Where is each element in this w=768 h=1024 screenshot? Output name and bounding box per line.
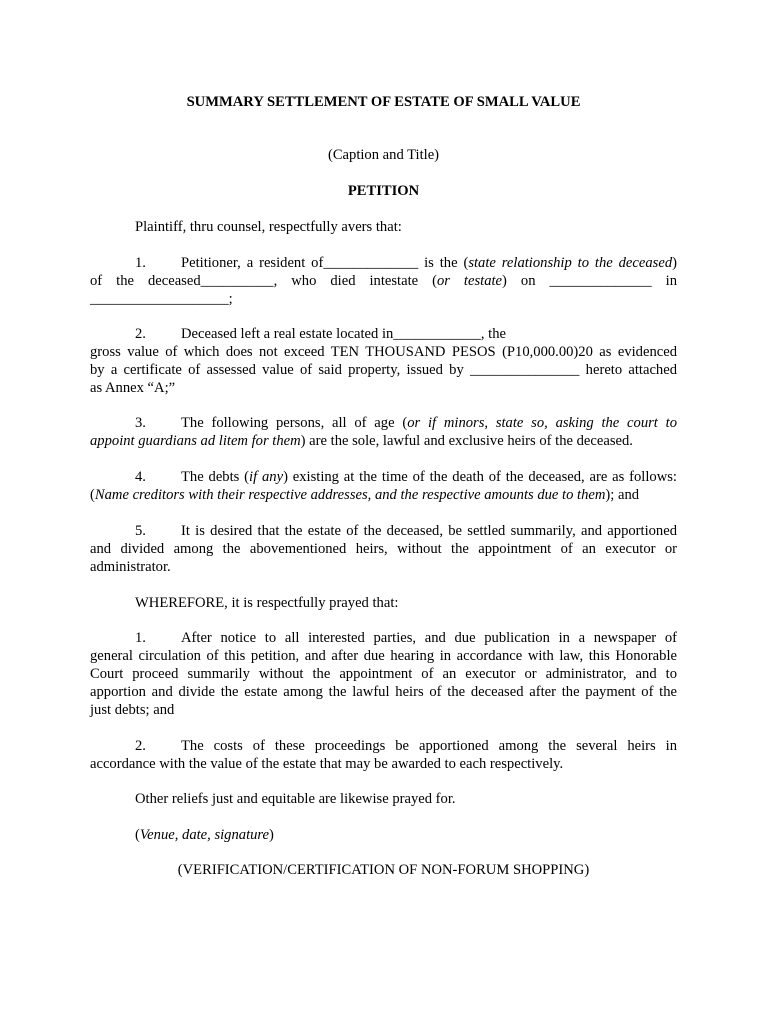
caption-placeholder: (Caption and Title): [327, 147, 440, 163]
para2-line3: by a certificate of assessed value of said property, issued by _______________ hereto attached: [90, 362, 677, 378]
prayer2-number: 2.: [135, 738, 146, 754]
prayer2-line2: accordance with the value of the estate that may be awarded to each respectively.: [90, 756, 564, 772]
para5-line1: 5. It is desired that the estate of the deceased, be settled summarily, and apportioned: [135, 523, 677, 539]
venue-date-signature: (Venue, date, signature): [135, 827, 274, 843]
para4-line1: 4. The debts (if any) existing at the time of the death of the deceased, are as follows:: [135, 469, 677, 485]
para3-line1: 3. The following persons, all of age (or if minors, state so, asking the court to: [135, 415, 677, 431]
prayer1-line1: 1. After notice to all interested parties, and due publication in a newspaper of: [135, 630, 677, 646]
para1-number: 1.: [135, 255, 146, 271]
para5-line3: administrator.: [90, 559, 171, 575]
para4-line2: (Name creditors with their respective addresses, and the respective amounts due to them); and: [90, 487, 640, 503]
prayer1-line3: Court proceed summarily without the appointment of an executor or administrator, and to: [90, 666, 677, 682]
petition-heading: PETITION: [347, 183, 420, 199]
para3-number: 3.: [135, 415, 146, 431]
para1-line3: ___________________;: [90, 291, 233, 307]
prayer2-line1: 2. The costs of these proceedings be apportioned among the several heirs in: [135, 738, 677, 754]
prayer1-line5: just debts; and: [90, 702, 175, 718]
para3-line2: appoint guardians ad litem for them) are the sole, lawful and exclusive heirs of the deceased.: [90, 433, 633, 449]
prayer1-number: 1.: [135, 630, 146, 646]
para5-number: 5.: [135, 523, 146, 539]
verification-heading: (VERIFICATION/CERTIFICATION OF NON-FORUM SHOPPING): [177, 862, 590, 878]
para2-line4: as Annex “A;”: [90, 380, 176, 396]
para1-line2: of the deceased__________, who died intestate (or testate) on ______________ in: [90, 273, 677, 289]
para5-line2: and divided among the abovementioned heirs, without the appointment of an executor or: [90, 541, 677, 557]
prayer1-line2: general circulation of this petition, and after due hearing in accordance with law, this Honorable: [90, 648, 677, 664]
para1-line1: 1. Petitioner, a resident of_____________ is the (state relationship to the deceased): [135, 255, 677, 271]
document-title: SUMMARY SETTLEMENT OF ESTATE OF SMALL VALUE: [186, 94, 581, 110]
para2-number: 2.: [135, 326, 146, 342]
para2-line2: gross value of which does not exceed TEN THOUSAND PESOS (P10,000.00)20 as evidenced: [90, 344, 677, 360]
prayer1-line4: apportion and divide the estate among the lawful heirs of the deceased after the payment of the: [90, 684, 677, 700]
wherefore-text: WHEREFORE, it is respectfully prayed that:: [135, 595, 399, 611]
para4-number: 4.: [135, 469, 146, 485]
intro-text: Plaintiff, thru counsel, respectfully avers that:: [135, 219, 402, 235]
other-reliefs-text: Other reliefs just and equitable are likewise prayed for.: [135, 791, 456, 807]
para2-line1: 2. Deceased left a real estate located in____________, the: [135, 326, 506, 342]
